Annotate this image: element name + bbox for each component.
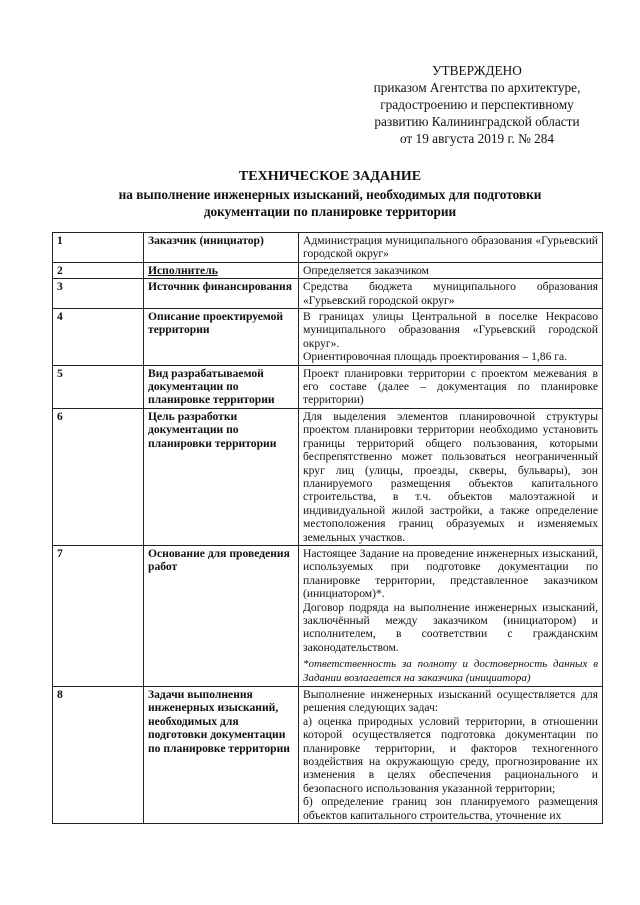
row-number: 4 <box>53 309 144 366</box>
row-label: Основание для проведения работ <box>144 545 299 686</box>
row-content <box>299 408 603 545</box>
row-content <box>299 309 603 366</box>
content-paragraph: Проект планировки территории с проектом межевания в его составе (далее – документация по планировке территории) <box>303 366 598 407</box>
content-paragraph: Определяется заказчиком <box>303 263 429 277</box>
table-row <box>53 233 603 263</box>
content-paragraph: Выполнение инженерных изысканий осуществляется для решения следующих задач: <box>303 688 598 715</box>
content-paragraph: Администрация муниципального образования «Гурьевский городской округ» <box>303 234 598 261</box>
content-paragraph: б) определение границ зон планируемого размещения объектов капитального строительства, уточнение их <box>303 795 598 822</box>
row-label: Описание проектируемой территории <box>144 309 299 366</box>
content-paragraph: В границах улицы Центральной в поселке Некрасово муниципального образования «Гурьевский городской округ». <box>303 310 598 350</box>
row-number: 7 <box>53 545 144 686</box>
row-content <box>299 365 603 408</box>
responsibility-note: *ответственность за полноту и достоверность данных в Задании возлагается на заказчика (инициатора) <box>303 658 598 684</box>
row-label: Заказчик (инициатор) <box>144 233 299 263</box>
row-number: 8 <box>53 687 144 824</box>
approval-line: развитию Калининградской области <box>374 114 580 129</box>
table-row <box>53 545 603 686</box>
row-content <box>299 262 603 278</box>
row-number: 6 <box>53 408 144 545</box>
table-row <box>53 365 603 408</box>
table-row <box>53 408 603 545</box>
table-row <box>53 687 603 824</box>
row-number: 3 <box>53 279 144 309</box>
row-number: 1 <box>53 233 144 263</box>
approval-line: УТВЕРЖДЕНО <box>432 63 522 78</box>
spec-table-body <box>53 233 603 824</box>
document-title <box>60 168 600 220</box>
row-content <box>299 687 603 824</box>
approval-line: приказом Агентства по архитектуре, <box>373 80 581 95</box>
content-paragraph: Договор подряда на выполнение инженерных изысканий, заключённый между заказчиком (инициатором) и исполнителем, в соответствии с гражданским законодательством. <box>303 600 598 654</box>
row-label: Задачи выполнения инженерных изысканий, необходимых для подготовки документации по планировке территории <box>144 687 299 824</box>
row-content <box>299 545 603 686</box>
row-content <box>299 233 603 263</box>
row-content <box>299 279 603 309</box>
table-row <box>53 262 603 278</box>
content-paragraph: а) оценка природных условий территории, в отношении которой осуществляется подготовка документации по планировке территории, и факторов техногенного воздействия на окружающую среду, прогнозирование их изменения в целях обеспечения рационального и безопасного использования указанной территории; <box>303 714 598 795</box>
title-main: ТЕХНИЧЕСКОЕ ЗАДАНИЕ <box>238 169 422 184</box>
spec-table <box>52 232 603 824</box>
row-label: Вид разрабатываемой документации по планировке территории <box>144 365 299 408</box>
table-row <box>53 279 603 309</box>
content-paragraph: Средства бюджета муниципального образования «Гурьевский городской округ» <box>303 280 598 307</box>
content-paragraph: Для выделения элементов планировочной структуры проектом планировки территории необходимо установить границы территорий общего пользования, которыми беспрепятственно может пользоваться неограниченный круг лиц (улицы, проезды, скверы, бульвары), зон планируемого размещения объектов капитального строительства, в т.ч. объектов малоэтажной и индивидуальной жилой застройки, а также определение местоположения границ образуемых и изменяемых земельных участков. <box>303 409 598 544</box>
row-number: 5 <box>53 365 144 408</box>
approval-line: от 19 августа 2019 г. № 284 <box>399 131 555 146</box>
table-row <box>53 309 603 366</box>
title-sub-1: на выполнение инженерных изысканий, необходимых для подготовки <box>118 187 542 202</box>
approval-stamp <box>352 62 602 147</box>
row-label: Исполнитель <box>144 262 299 278</box>
content-paragraph: Настоящее Задание на проведение инженерных изысканий, используемых при подготовке документации по планировке территории, представленное заказчиком (инициатором)*. <box>303 546 598 601</box>
approval-line: градостроению и перспективному <box>380 97 574 112</box>
row-label: Цель разработки документации по планировки территории <box>144 408 299 545</box>
row-label: Источник финансирования <box>144 279 299 309</box>
content-paragraph: Ориентировочная площадь проектирования – 1,86 га. <box>303 350 568 364</box>
title-sub-2: документации по планировке территории <box>203 204 457 219</box>
row-number: 2 <box>53 262 144 278</box>
